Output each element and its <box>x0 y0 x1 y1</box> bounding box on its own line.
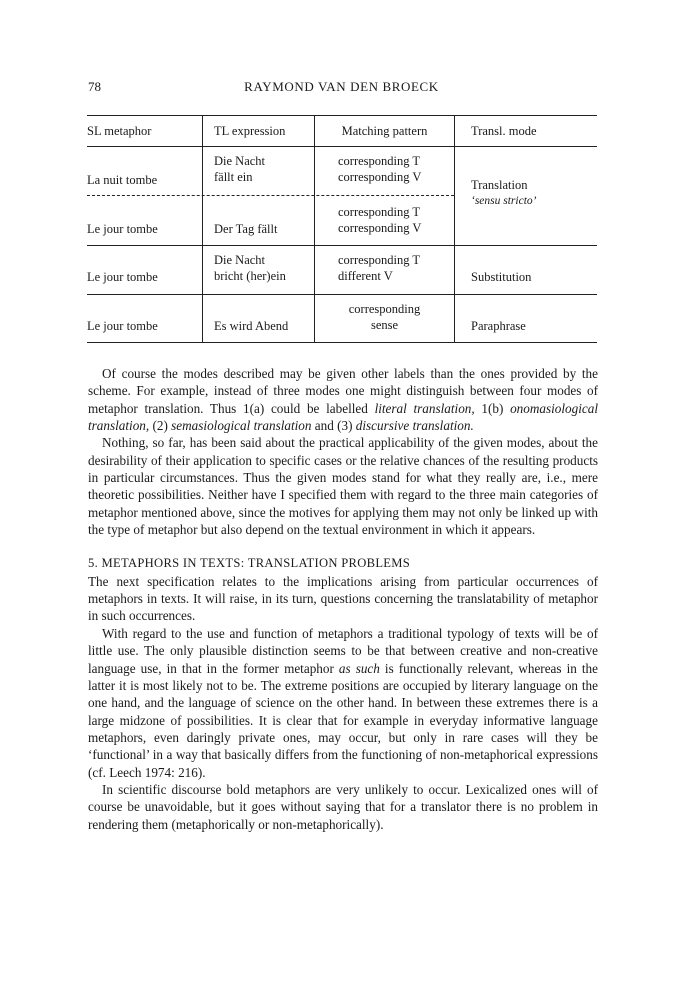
page-header <box>0 79 683 99</box>
row4-tl: Es wird Abend <box>214 319 289 333</box>
row4-match-line: sense <box>370 318 399 332</box>
row1-match <box>338 153 421 185</box>
row3-mode: Substitution <box>471 270 532 284</box>
paragraph: Of course the modes described may be given other labels than the ones provided by the scheme. For example, instead of three modes one might distinguish between four modes of metaphor translation. Thus 1(a) could be labelled literal translation, 1(b) onomasiological translation, (2) semasiological translation and (3) discursive translation. <box>88 366 598 434</box>
paragraph: In scientific discourse bold metaphors are very unlikely to occur. Lexicalized ones will of course be unavoidable, but it goes without saying that for a translator there is no problem in rendering them (metaphorically or non-metaphorically). <box>88 781 598 832</box>
row3-match <box>338 252 420 284</box>
row1-sl: La nuit tombe <box>87 173 158 187</box>
paragraph: Nothing, so far, has been said about the practical applicability of the given modes, about the desirability of their application to specific cases or the relative chances of the resulting products in particular circumstances. Thus the given modes stand for what they really are, i.e., mere theoretic possibilities. Neither have I specified them with regard to the three main categories of metaphor mentioned above, since the motives for applying them may not only be linked up with the type of metaphor but also depend on the textual environment in which it appears. <box>88 435 598 538</box>
row1-tl-line: fällt ein <box>214 170 253 184</box>
row3-match-line: corresponding T <box>338 253 421 267</box>
row1-tl <box>214 153 265 185</box>
row3-sl: Le jour tombe <box>87 270 158 284</box>
row2-match <box>338 204 421 236</box>
row4-match-line: corresponding <box>348 302 421 316</box>
row3-tl-line: bricht (her)ein <box>214 269 286 283</box>
row2-match-line: corresponding V <box>338 221 422 235</box>
row3-match-line: different V <box>338 269 393 283</box>
table-col-divider <box>454 115 455 342</box>
table-header-rule <box>87 146 597 147</box>
body-text <box>88 365 598 833</box>
row1-tl-line: Die Nacht <box>214 154 266 168</box>
section-heading: 5. METAPHORS IN TEXTS: TRANSLATION PROBLEMS <box>88 556 411 571</box>
row4-match <box>315 301 454 333</box>
merged-mode-label: Translation <box>471 178 528 192</box>
paragraph: With regard to the use and function of metaphors a traditional typology of texts will be of little use. The only plausible distinction seems to be that between creative and non-creative language use, in that in the former metaphor as such is functionally relevant, whereas in the latter it is most likely not to be. The extreme positions are occupied by literary language on the one hand, and the language of science on the other hand. In between these extremes there is a large midzone of possibilities. It is clear that for example in everyday informative language metaphors, even daringly private ones, may occur, but only in rare cases will they be ‘functional’ in a way that basically differs from the functioning of non-metaphorical expressions (cf. Leech 1974: 216). <box>88 625 598 780</box>
row3-tl-line: Die Nacht <box>214 253 266 267</box>
table-dashed-rule <box>87 195 454 196</box>
merged-mode <box>471 177 536 209</box>
table-col-divider <box>202 115 203 342</box>
merged-mode-sub: ‘sensu stricto’ <box>471 195 537 207</box>
row2-sl: Le jour tombe <box>87 222 158 236</box>
row2-match-line: corresponding T <box>338 205 421 219</box>
row1-match-line: corresponding T <box>338 154 421 168</box>
col-header-mode: Transl. mode <box>471 124 537 138</box>
col-header-sl: SL metaphor <box>87 124 152 138</box>
section-gap <box>88 538 598 555</box>
col-header-tl: TL expression <box>214 124 286 138</box>
row1-match-line: corresponding V <box>338 170 422 184</box>
row4-mode: Paraphrase <box>471 319 526 333</box>
paragraph: The next specification relates to the implications arising from particular occurrences of metaphors in texts. It will raise, in its turn, questions concerning the translatability of metaphor in such occurrences. <box>88 573 598 624</box>
running-head: RAYMOND VAN DEN BROECK <box>244 79 439 94</box>
table-row-rule <box>87 294 597 295</box>
page-number: 78 <box>88 79 101 94</box>
row4-sl: Le jour tombe <box>87 319 158 333</box>
row2-tl: Der Tag fällt <box>214 222 278 236</box>
translation-modes-table <box>87 115 597 343</box>
table-row-rule <box>87 245 597 246</box>
table-bottom-rule <box>87 342 597 343</box>
col-header-match: Matching pattern <box>341 124 428 138</box>
table-top-rule <box>87 115 597 116</box>
row3-tl <box>214 252 286 284</box>
